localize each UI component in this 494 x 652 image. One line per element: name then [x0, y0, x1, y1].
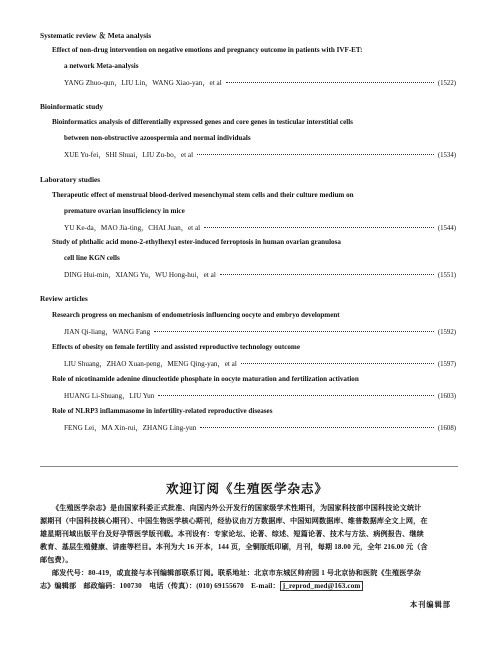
section-divider	[40, 466, 458, 467]
section-title: Review articles	[40, 294, 88, 303]
page-number: (1522)	[437, 80, 456, 87]
article-title-continued: a network Meta-analysis	[64, 62, 139, 70]
leader-dots	[226, 82, 434, 83]
contact-email: j_reprod_med@163.com	[280, 581, 364, 591]
subscription-text-line: 邮包费）。	[40, 556, 73, 564]
article-title-continued: premature ovarian insufficiency in mice	[64, 207, 185, 215]
leader-dots	[158, 395, 434, 396]
article-title: Effects of obesity on female fertility and assisted reproductive technology outcome	[52, 343, 300, 351]
article-title-continued: cell line KGN cells	[64, 254, 120, 262]
article-authors-line	[64, 78, 456, 88]
subscription-text-line: 源期刊（中国科技核心期刊）、中国生物医学核心期刊，经协议由万方数据库、中国知网数据库、维普数据库全文上网，在	[40, 517, 428, 525]
article-authors-line	[64, 270, 456, 280]
contact-info-line	[40, 581, 363, 591]
article-title: Research progress on mechanism of endometriosis influencing oocyte and embryo development	[52, 311, 340, 319]
article-authors-line	[64, 359, 456, 369]
section-title: Laboratory studies	[40, 175, 101, 184]
page-number: (1597)	[437, 361, 456, 368]
leader-dots	[154, 331, 434, 332]
contact-info-text: 志》编辑部 邮政编码：100730 电话（传真）：(010) 69155670 E-mail：	[40, 582, 280, 590]
article-authors: HUANG Li-Shuang，LIU Yun	[64, 392, 155, 400]
article-authors: YANG Zhuo-qun，LIU Lin，WANG Xiao-yan，et al	[64, 79, 222, 87]
article-authors: FENG Lei，MA Xin-rui，ZHANG Ling-yun	[64, 424, 197, 432]
section-title: Systematic review ＆ Meta analysis	[40, 31, 152, 40]
page-number: (1551)	[437, 272, 456, 279]
article-authors-line	[64, 423, 456, 433]
page-number: (1534)	[437, 152, 456, 159]
page-number: (1544)	[437, 225, 456, 232]
subscription-text-line: 《生殖医学杂志》是由国家科委正式批准、向国内外公开发行的国家级学术性期刊，为国家科技部中国科技论文统计	[52, 504, 422, 512]
page-number: (1592)	[437, 329, 456, 336]
article-authors-line	[64, 223, 456, 233]
leader-dots	[200, 427, 434, 428]
page-number: (1608)	[437, 425, 456, 432]
article-title: Bioinformatics analysis of differentially expressed genes and core genes in testicular interstitial cells	[52, 118, 353, 126]
article-authors: LIU Shuang，ZHAO Xuan-peng，MENG Qing-yan，et al	[64, 360, 237, 368]
article-title: Role of NLRP3 inflammasome in infertility-related reproductive diseases	[52, 407, 273, 415]
article-authors: JIAN Qi-liang，WANG Fang	[64, 328, 151, 336]
article-title: Study of phthalic acid mono-2-ethylhexyl ester-induced ferroptosis in human ovarian granulosa	[52, 238, 341, 246]
subscription-text-line: 教育、基层生殖健康、讲座等栏目。本刊为大 16 开本，144 页，全铜版纸印刷，月刊，每期 18.00 元，全年 216.00 元（含	[40, 543, 428, 551]
article-authors-line	[64, 150, 456, 160]
contact-address-line: 邮发代号：80-419，或直接与本刊编辑部联系订阅。联系地址：北京市东城区帅府园 1 号北京协和医院《生殖医学杂	[52, 569, 421, 577]
article-title: Therapeutic effect of menstrual blood-derived mesenchymal stem cells and their culture medium on	[52, 191, 354, 199]
article-authors: XUE Yu-fei，SHI Shuai，LIU Zu-bo，et al	[64, 151, 194, 159]
subscription-title: 欢迎订阅《生殖医学杂志》	[165, 482, 328, 496]
leader-dots	[241, 363, 434, 364]
article-title: Effect of non-drug intervention on negative emotions and pregnancy outcome in patients with IVF-ET:	[52, 46, 363, 54]
leader-dots	[204, 227, 434, 228]
article-title: Role of nicotinamide adenine dinucleotide phosphate in oocyte maturation and fertilization activation	[52, 375, 359, 383]
article-authors-line	[64, 327, 456, 337]
leader-dots	[220, 274, 434, 275]
article-title-continued: between non-obstructive azoospermia and normal individuals	[64, 134, 251, 142]
leader-dots	[197, 154, 434, 155]
article-authors: YU Ke-da，MAO Jia-ting，CHAI Juan，et al	[64, 224, 201, 232]
section-title: Bioinformatic study	[40, 102, 104, 111]
article-authors-line	[64, 391, 456, 401]
page-number: (1603)	[437, 393, 456, 400]
editorial-signature: 本刊编辑部	[410, 601, 451, 609]
article-authors: DING Hui-min，XIANG Yu，WU Hong-hui，et al	[64, 271, 216, 279]
subscription-text-line: 雄星期刊域出版平台及好孕帮医学版刊载。本刊设有：专家论坛、论著、综述、短篇论著、技术与方法、病例报告、继续	[40, 530, 424, 538]
